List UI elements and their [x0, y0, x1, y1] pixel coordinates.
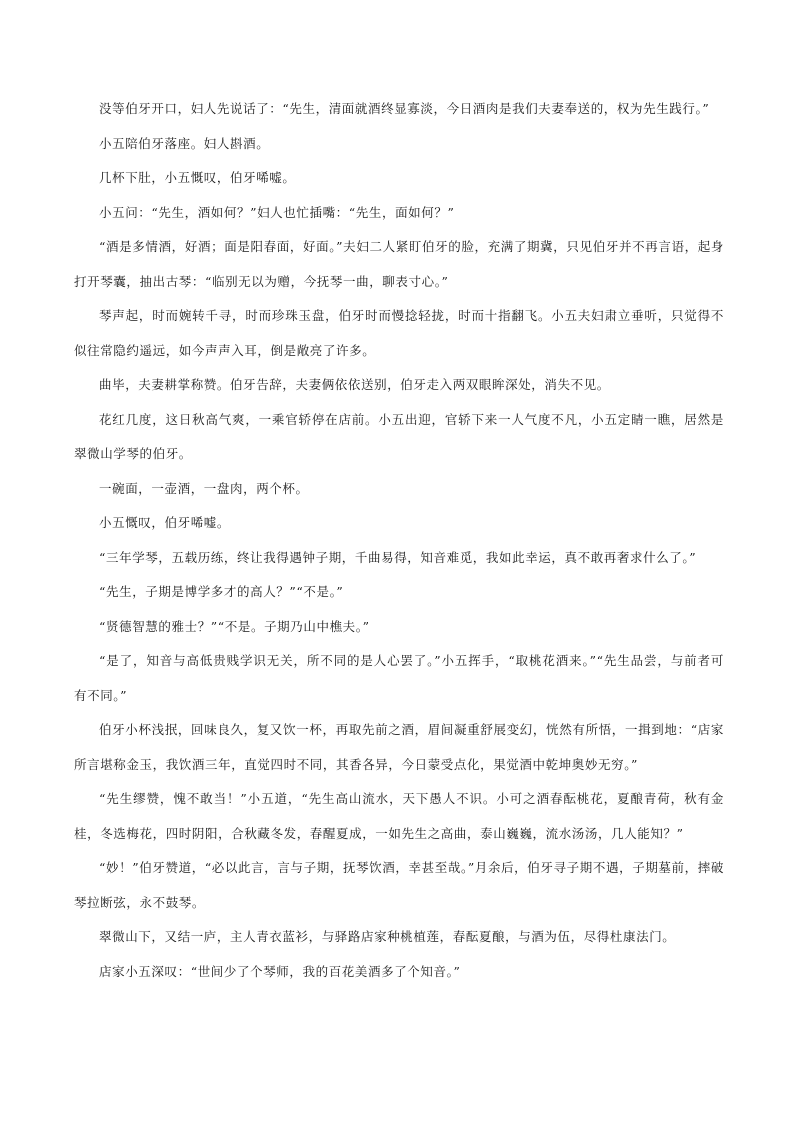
paragraph-14: “是了，知音与高低贵贱学识无关，所不同的是人心罢了。”小五挥手，“取桃花酒来。”“先生品尝，与前者可有不同。”	[74, 653, 724, 703]
paragraph-19: 店家小五深叹：“世间少了个琴师，我的百花美酒多了个知音。”	[99, 963, 461, 979]
paragraph-5: “酒是多情酒，好酒；面是阳春面，好面。”夫妇二人紧盯伯牙的脸，充满了期冀，只见伯牙并不再言语，起身打开琴囊，抽出古琴：“临别无以为赠，今抚琴一曲，聊表寸心。”	[74, 239, 724, 289]
paragraph-13: “贤德智慧的雅士？”“不是。子期乃山中樵夫。”	[99, 618, 370, 634]
paragraph-2: 小五陪伯牙落座。妇人斟酒。	[99, 135, 270, 151]
paragraph-8: 花红几度，这日秋高气爽，一乘官轿停在店前。小五出迎，官轿下来一人气度不凡，小五定睛一瞧，居然是翠微山学琴的伯牙。	[74, 411, 724, 461]
paragraph-1: 没等伯牙开口，妇人先说话了：“先生，清面就酒终显寡淡，今日酒肉是我们夫妻奉送的，权为先生践行。”	[99, 101, 710, 116]
paragraph-10: 小五慨叹，伯牙唏嘘。	[99, 515, 231, 530]
paragraph-9: 一碗面，一壶酒，一盘肉，两个杯。	[99, 480, 309, 496]
paragraph-12: “先生，子期是博学多才的高人？”“不是。”	[99, 584, 344, 599]
paragraph-4: 小五问：“先生，酒如何？”妇人也忙插嘴：“先生，面如何？”	[99, 204, 455, 220]
paragraph-17: “妙！”伯牙赞道，“必以此言，言与子期，抚琴饮酒，幸甚至哉。”月余后，伯牙寻子期不遇，子期墓前，摔破琴拉断弦，永不鼓琴。	[74, 860, 724, 910]
paragraph-18: 翠微山下，又结一庐，主人青衣蓝衫，与驿路店家种桃植莲，春酝夏酿，与酒为伍，尽得杜康法门。	[99, 929, 676, 944]
paragraph-7: 曲毕，夫妻耕掌称赞。伯牙告辞，夫妻俩依依送别，伯牙走入两双眼眸深处，消失不见。	[99, 377, 610, 392]
paragraph-6: 琴声起，时而婉转千寻，时而珍珠玉盘，伯牙时而慢捻轻拢，时而十指翻飞。小五夫妇肃立垂听，只觉得不似往常隐约遥远，如今声声入耳，倒是敞亮了许多。	[74, 308, 724, 358]
paragraph-11: “三年学琴，五载历练，终让我得遇钟子期，千曲易得，知音难觅，我如此幸运，真不敢再奢求什么了。”	[99, 549, 697, 565]
paragraph-15: 伯牙小杯浅抿，回味良久，复又饮一杯，再取先前之酒，眉间凝重舒展变幻，恍然有所悟，一揖到地：“店家所言堪称金玉，我饮酒三年，直觉四时不同，其香各异，今日蒙受点化，果觉酒中乾坤奥妙无穷。”	[74, 722, 724, 772]
story-body	[74, 92, 724, 989]
paragraph-16: “先生缪赞，愧不敢当！”小五道，“先生高山流水，天下愚人不识。小可之酒春酝桃花，夏酿青荷，秋有金桂，冬选梅花，四时阴阳，合秋藏冬发，春醒夏成，一如先生之高曲，泰山巍巍，流水汤汤，几人能知？”	[74, 791, 724, 841]
paragraph-3: 几杯下肚，小五慨叹，伯牙唏嘘。	[99, 170, 296, 185]
